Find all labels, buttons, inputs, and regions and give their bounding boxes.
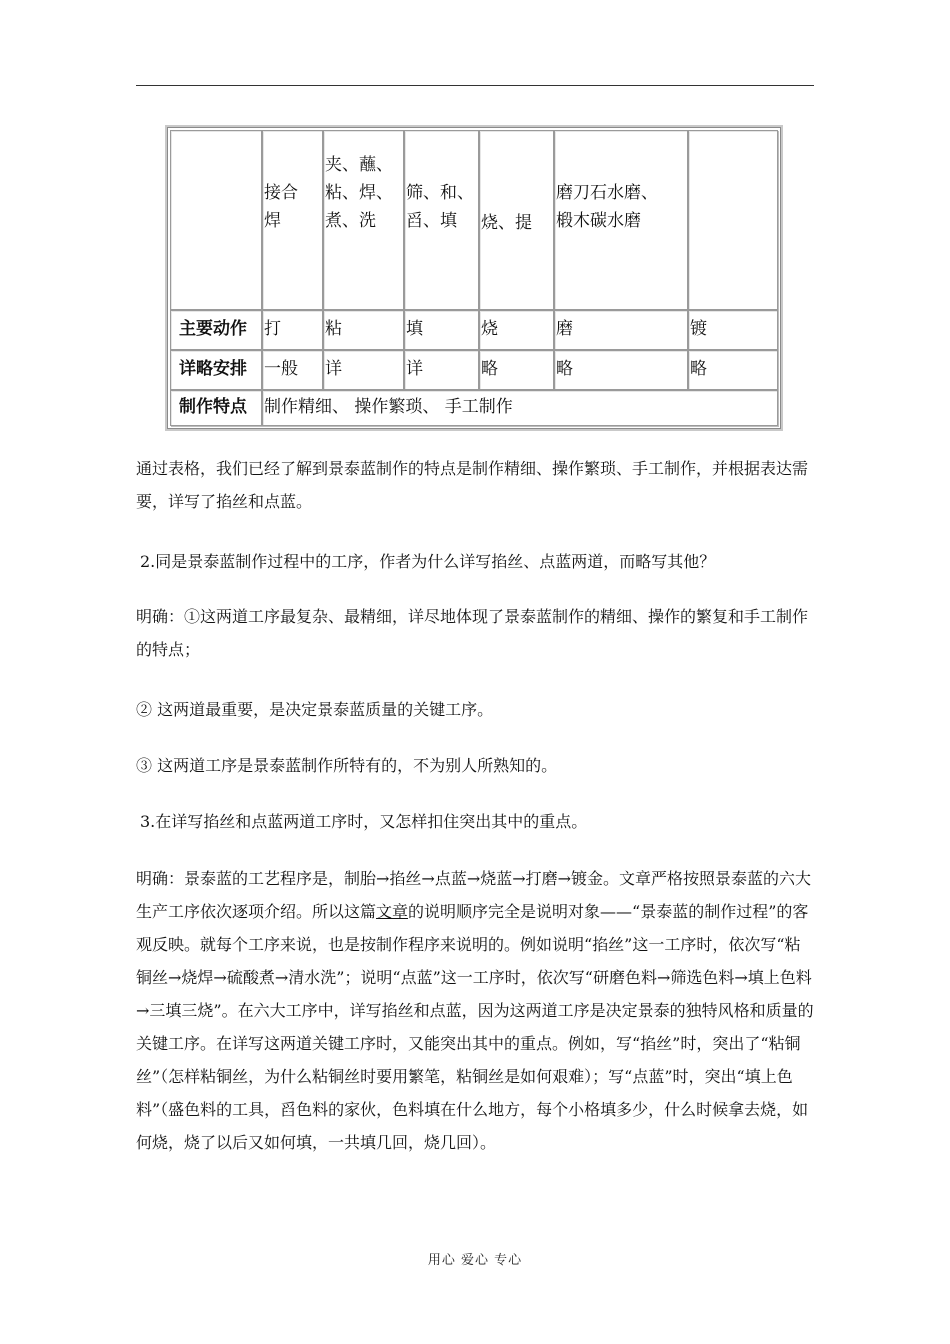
page-footer: 用心 爱心 专心 [427, 1253, 523, 1268]
row-label-main-action: 主要动作 [170, 310, 262, 350]
table-header-cell: 接合 焊 [262, 130, 323, 310]
table-cell: 镀 [688, 310, 778, 350]
answer-3 [136, 862, 816, 1159]
answer-2-point-2: ② 这两道最重要，是决定景泰蓝质量的关键工序。 [136, 700, 494, 719]
row-label-characteristics: 制作特点 [170, 390, 262, 426]
table-cell: 详 [323, 350, 404, 390]
paragraph: 通过表格，我们已经了解到景泰蓝制作的特点是制作精细、操作繁琐、手工制作，并根据表达需要，详写了掐丝和点蓝。 [136, 459, 809, 511]
article-link[interactable]: 文章 [376, 902, 409, 921]
answer-2-point-1: 明确：①这两道工序最复杂、最精细，详尽地体现了景泰蓝制作的精细、操作的繁复和手工制作的特点； [136, 607, 809, 659]
table-header-cell [688, 130, 778, 310]
table-header-cell [170, 130, 262, 310]
table-cell: 略 [554, 350, 688, 390]
answer-3-text: 的说明顺序完全是说明对象——“景泰蓝的制作过程”的客观反映。就每个工序来说，也是按制作程序来说明的。例如说明“掐丝”这一工序时，依次写“粘铜丝→烧焊→硫酸煮→清水洗”；说明“点蓝”这一工序时，依次写“研磨色料→筛选色料→填上色料→三填三烧”。在六大工序中，详写掐丝和点蓝，因为这两道工序是决定景泰的独特风格和质量的关键工序。在详写这两道关键工序时，又能突出其中的重点。例如，写“掐丝”时，突出了“粘铜丝”（怎样粘铜丝，为什么粘铜丝时要用繁笔，粘铜丝是如何艰难）；写“点蓝”时，突出“填上色料”（盛色料的工具，舀色料的家伙，色料填在什么地方，每个小格填多少，什么时候拿去烧，如何烧，烧了以后又如何填，一共填几回，烧几回）。 [136, 902, 814, 1152]
table-cell: 略 [688, 350, 778, 390]
answer-3-text: 明确：景泰蓝的工艺程序是，制胎→掐丝→点蓝→烧蓝→打磨→镀金。文章严格按照景泰蓝的六大生产工序依次逐项介绍。所以这篇 [136, 869, 812, 921]
table-cell: 打 [262, 310, 323, 350]
table-cell: 烧 [479, 310, 554, 350]
row-label-detail-arrangement: 详略安排 [170, 350, 262, 390]
table-cell: 磨 [554, 310, 688, 350]
table-cell-merged: 制作精细、 操作繁琐、 手工制作 [262, 390, 778, 426]
question-3: 3.在详写掐丝和点蓝两道工序时，又怎样扣住突出其中的重点。 [140, 812, 588, 831]
table-header-cell: 烧、提 [479, 130, 554, 310]
question-2: 2.同是景泰蓝制作过程中的工序，作者为什么详写掐丝、点蓝两道，而略写其他？ [140, 552, 716, 571]
table-header-cell: 磨刀石水磨、 椴木碳水磨 [554, 130, 688, 310]
table-cell: 粘 [323, 310, 404, 350]
table-header-cell: 筛、和、 舀、填 [404, 130, 479, 310]
table-cell: 略 [479, 350, 554, 390]
table-cell: 填 [404, 310, 479, 350]
answer-2-point-3: ③ 这两道工序是景泰蓝制作所特有的，不为别人所熟知的。 [136, 756, 558, 775]
table-cell: 详 [404, 350, 479, 390]
process-table [165, 125, 783, 431]
table-header-cell: 夹、蘸、 粘、焊、 煮、洗 [323, 130, 404, 310]
table-cell: 一般 [262, 350, 323, 390]
header-rule [136, 85, 814, 86]
